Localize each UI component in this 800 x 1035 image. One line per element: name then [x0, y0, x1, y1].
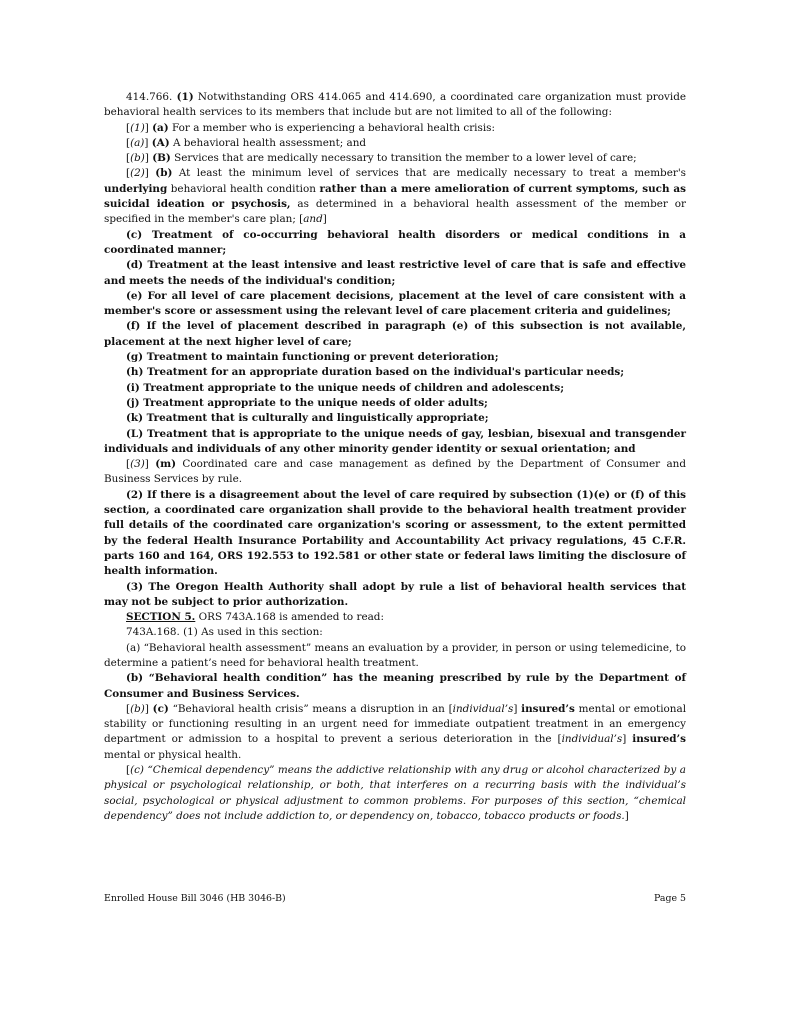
text-run: ] [624, 809, 629, 822]
para-1j [104, 396, 686, 411]
text-run: rather than a mere amelioration of current symptoms, such as suicidal ideation or psychosis, [104, 182, 686, 211]
text-run: (h) Treatment for an appropriate duration based on the individual's particular needs; [126, 366, 625, 379]
text-run: [ [126, 167, 131, 180]
para-3 [104, 580, 686, 611]
text-run: (e) For all level of care placement decisions, placement at the level of care consistent with a member's score or assessment using the relevant level of care placement criteria and guidelines; [104, 289, 686, 318]
para-414766-intro [104, 90, 686, 121]
text-run: Services that are medically necessary to transition the member to a lower level of care; [170, 152, 637, 165]
para-1g [104, 350, 686, 365]
text-run: (1) [176, 91, 194, 103]
text-run: 743A.168. (1) As used in this section: [126, 626, 323, 639]
para-1b [104, 166, 686, 227]
page-footer [104, 893, 686, 904]
text-run: [ [126, 458, 131, 471]
text-run: ] [144, 121, 153, 134]
text-run: (d) Treatment at the least intensive and least restrictive level of care that is safe and effective and meets the needs of the individual's condition; [104, 259, 686, 287]
text-run: Coordinated care and case management as defined by the Department of Consumer and Business Services by rule. [104, 458, 686, 486]
text-run: ] [322, 213, 327, 226]
para-section5 [104, 610, 686, 625]
para-def-c [104, 702, 686, 763]
text-run: (g) Treatment to maintain functioning or prevent deterioration; [126, 351, 499, 364]
text-run: behavioral health condition [167, 182, 320, 195]
text-run: mental or emotional stability or functioning resulting in an urgent need for immediate outpatient treatment in an emergency department or admission to a hospital to prevent a serious deterioration in the [ [104, 702, 687, 746]
document-body [104, 90, 686, 824]
text-run: ORS 743A.168 is amended to read: [195, 611, 384, 624]
text-run: (m) [155, 458, 177, 471]
text-run: [ [126, 764, 131, 777]
text-run: [ [126, 702, 131, 715]
para-1L [104, 427, 686, 458]
text-run: (c) Treatment of co-occurring behavioral health disorders or medical conditions in a coordinated manner; [104, 228, 686, 256]
para-1a-A [104, 136, 686, 151]
text-run: insured’s [632, 733, 686, 746]
text-run: underlying [104, 182, 168, 195]
text-run: individual’s [452, 702, 514, 715]
para-1m [104, 457, 686, 488]
text-run: as determined in a behavioral health assessment of the member or specified in the member's care plan; [ [104, 198, 686, 226]
para-743a168 [104, 625, 686, 640]
text-run: “Behavioral health crisis” means a disruption in an [ [168, 702, 453, 715]
text-run: ] [144, 167, 156, 180]
text-run: (c) [152, 702, 169, 715]
para-def-a [104, 641, 686, 672]
para-1f [104, 319, 686, 350]
text-run: ] [144, 152, 153, 165]
text-run: [ [126, 152, 131, 165]
text-run: (3) [130, 458, 145, 471]
text-run: A behavioral health assessment; and [169, 136, 367, 149]
text-run: [ [126, 121, 131, 134]
text-run: (a) “Behavioral health assessment” means an evaluation by a provider, in person or using telemedicine, to determine a patient’s need for behavioral health treatment. [104, 641, 687, 669]
text-run: (i) Treatment appropriate to the unique needs of children and adolescents; [126, 381, 565, 394]
text-run: (b) [155, 167, 173, 180]
text-run: insured’s [521, 702, 575, 715]
text-run: (A) [151, 136, 170, 149]
para-1h [104, 365, 686, 380]
text-run: and [303, 213, 323, 226]
text-run: (f) If the level of placement described in paragraph (e) of this subsection is not available, placement at the next higher level of care; [104, 320, 686, 348]
para-1d [104, 258, 686, 289]
text-run: For a member who is experiencing a behavioral health crisis: [168, 121, 495, 134]
text-run: 414.766. [126, 91, 177, 103]
text-run: (c) “Chemical dependency” means the addictive relationship with any drug or alcohol characterized by a physical or psychological relationship, or both, that interferes on a recurring basis with the individual’s social, psychological or physical adjustment to common problems. For purposes of this section, “chemical dependency” does not include addiction to, or dependency on, tobacco, tobacco products or foods. [104, 764, 686, 822]
para-1e [104, 289, 686, 320]
text-run: [ [126, 136, 131, 149]
footer-page-number: Page 5 [654, 893, 686, 904]
para-1k [104, 411, 686, 426]
para-1a [104, 121, 686, 136]
text-run: ] [513, 702, 522, 715]
para-1i [104, 381, 686, 396]
text-run: (b) “Behavioral health condition” has the meaning prescribed by rule by the Department of Consumer and Business Services. [104, 672, 686, 700]
text-run: (b) [130, 152, 145, 165]
text-run: individual’s [561, 733, 623, 746]
text-run: (3) The Oregon Health Authority shall adopt by rule a list of behavioral health services that may not be subject to prior authorization. [104, 580, 686, 608]
text-run: Notwithstanding ORS 414.065 and 414.690, a coordinated care organization must provide behavioral health services to its members that include but are not limited to all of the following: [104, 91, 686, 119]
text-run: (2) [130, 167, 145, 180]
text-run: ] [144, 458, 156, 471]
text-run: (k) Treatment that is culturally and linguistically appropriate; [126, 412, 489, 425]
text-run: (B) [152, 152, 171, 165]
footer-bill-title: Enrolled House Bill 3046 (HB 3046-B) [104, 893, 286, 904]
text-run: mental or physical health. [104, 748, 242, 761]
text-run: (a) [152, 121, 169, 134]
text-run: (j) Treatment appropriate to the unique needs of older adults; [126, 396, 488, 409]
text-run: ] [622, 733, 633, 746]
para-1c [104, 228, 686, 259]
para-def-b [104, 671, 686, 702]
text-run: (a) [130, 136, 145, 149]
text-run: At least the minimum level of services that are medically necessary to treat a member's [172, 167, 687, 180]
text-run: (b) [130, 702, 145, 715]
text-run: (L) Treatment that is appropriate to the unique needs of gay, lesbian, bisexual and transgender individuals and individuals of any other minority gender identity or sexual orientation; and [104, 427, 686, 455]
text-run: (1) [130, 121, 145, 134]
text-run: ] [144, 136, 152, 149]
para-1a-B [104, 151, 686, 166]
text-run: (2) If there is a disagreement about the level of care required by subsection (1)(e) or (f) of this section, a coordinated care organization shall provide to the behavioral health treatment provider full details of the coordinated care organization's scoring or assessment, to the extent permitted by the federal Health Insurance Portability and Accountability Act privacy regulations, 45 C.F.R. parts 160 and 164, ORS 192.553 to 192.581 or other state or federal laws limiting the disclosure of health information. [104, 488, 686, 578]
text-run: ] [144, 702, 153, 715]
para-2 [104, 488, 686, 580]
text-run: SECTION 5. [126, 611, 196, 624]
para-def-chem [104, 763, 686, 824]
